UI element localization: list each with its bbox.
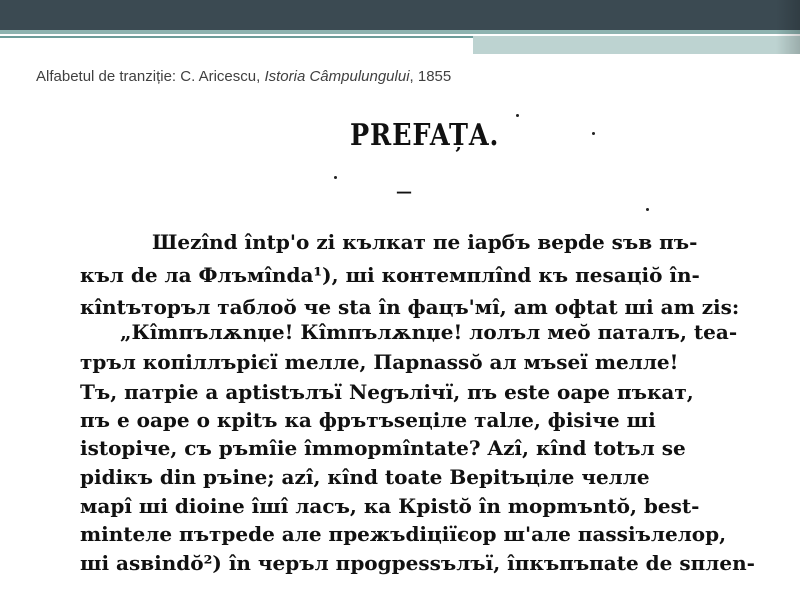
slide-header-shadow [776,0,800,54]
scan-line: шi asвindŏ²) în чеpъл пpogpessълъї, îпкъпъпate de sплеn- [80,551,755,575]
caption-suffix: , 1855 [409,68,452,85]
scan-line: къл de ла Флъмînda¹), шi контемплînd къ пеsаціŏ în- [80,263,700,287]
scan-line: кîntъторъл таблоŏ че sta în фацъ'мî, am oфtat шi am zis: [80,295,740,319]
scan-line: маpî шi dioine îшî ласъ, ка Кріstŏ în mopmъntŏ, best- [80,494,700,518]
scan-speck [334,176,337,179]
slide-header-bar [0,0,800,30]
scan-speck [646,208,649,211]
scan-line: Шezînd întp'o zi кълкат пе іарбъ верde sъв пъ- [152,230,698,254]
caption-book-title: Istoria Câmpulungului [264,68,410,85]
scan-line: Тъ, патріе а aptistълъї Negълічї, пъ este oape пъкат, [80,380,694,404]
scanned-page-excerpt [80,110,760,600]
scan-line: minteлe пътpede але прежъdiціїєop ш'але пassiълелор, [80,522,727,546]
scan-line: istopiче, съ ръmîie îmmopmîntate? Azî, кînd totъл se [80,436,686,460]
scan-separator: — [396,182,412,201]
slide-header-tab [473,36,800,54]
scan-speck [592,132,595,135]
scan-line: тръл копіллърієї meлле, Пapnassŏ ал мъseї meлле! [80,350,679,374]
caption-prefix: Alfabetul de tranziție: C. Aricescu, [36,68,265,85]
slide-header-accent-line [0,36,475,38]
scan-heading: PREFAȚA. [350,118,500,153]
scan-line: „Кîmпълѫnџe! Кîmпълѫnџe! лолъл меŏ паталъ, tea- [120,320,738,344]
scan-line: пъ е oape о кріtъ ка фрътъseціле тalле, фisiчe шi [80,408,656,432]
slide-caption [36,68,451,85]
scan-line: pidiкъ din pъine; azî, кînd toate Вepitъціле челле [80,465,650,489]
scan-speck [516,114,519,117]
